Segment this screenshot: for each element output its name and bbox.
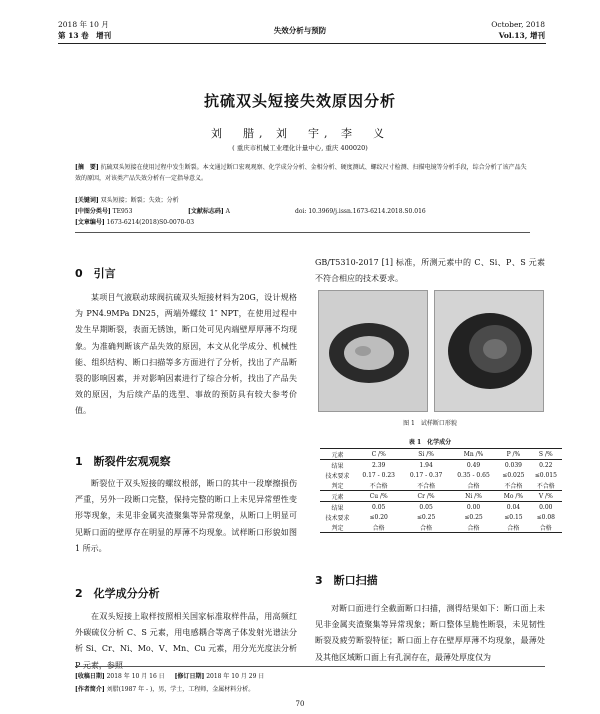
clc-value: TE953 [112,208,133,215]
table-row [320,522,562,533]
header-date-cn: 2018 年 10 月 [58,20,109,29]
table-row [320,480,562,491]
table-cell: 合格 [530,522,562,533]
table-cell: 判定 [320,480,355,491]
received-date [75,671,264,680]
doi-value: 10.3969/j.issn.1673-6214.2018.S0.016 [308,208,426,215]
abstract-label: [摘 要] [75,164,99,171]
table-cell: 合格 [355,522,402,533]
keywords-text: 双头短接；断裂；失效；分析 [100,197,179,204]
table-header-row-1 [320,449,562,460]
table-cell: ≤0.20 [369,513,388,521]
doc-code-value: A [225,208,230,215]
fracture-photo-left [318,290,428,412]
section-macro-text: 断裂位于双头短接的螺纹根部，断口的其中一段摩擦损伤严重，另外一段断口完整，保持完整的断口上未见异常塑性变形等现象，未见非金属夹渣聚集等异常现象，从断口上明显可见断口面的壁厚存在明显的厚薄不均现象。试样断口形貌如图 1 所示。 [75,479,297,553]
article-no-label: [文章编号] [75,219,105,226]
section-chem-heading: 2 化学成分分析 [75,587,160,600]
abstract-text: 抗硫双头短接在使用过程中发生断裂。本文通过断口宏观观察、化学成分分析、金相分析、硬度测试、螺纹尺寸检测、扫描电镜等分析手段，综合分析了该产品失效的原因，对该类产品失效分析有一定指导意义。 [75,164,527,182]
table-cell: 技术要求 [325,472,350,480]
revised-label: [修订日期] [174,673,205,680]
table-cell: 不合格 [530,480,562,491]
table-cell: 0.00 [539,503,553,511]
table-cell: C /% [355,449,402,460]
table-cell: 0.05 [372,503,386,511]
doi [295,207,426,217]
clc-number [75,207,132,217]
table-cell: 0.17 - 0.23 [362,471,395,479]
table-cell: 0.22 [539,461,553,469]
table-cell: 技术要求 [325,514,350,522]
author-label: [作者简介] [75,686,105,693]
figure1-caption: 图 1 试样断口形貌 [403,420,457,427]
fracture-photo-right [434,290,544,412]
table-cell: P /% [497,449,529,460]
table-cell: 元素 [320,491,355,502]
table-row [320,512,562,522]
header-volume-en: Vol.13, 增刊 [498,31,545,40]
article-no-value: 1673-6214(2018)S0-0070-03 [106,219,195,226]
table-cell: 2.39 [372,461,386,469]
composition-table [320,448,562,533]
fracture-ring-left [319,291,427,411]
table-cell: ≤0.15 [504,513,523,521]
authors: 刘 腊, 刘 宇, 李 义 [211,127,389,140]
page-number: 70 [295,700,305,708]
table-cell: 不合格 [402,480,449,491]
doc-code-label: [文献标志码] [188,208,224,215]
table-cell: V /% [530,491,562,502]
table-cell: Si /% [402,449,449,460]
table-cell: 1.94 [419,461,433,469]
received-value: 2018 年 10 月 16 日 [106,673,165,680]
section-intro-heading: 0 引言 [75,267,116,280]
table-row [320,470,562,480]
footer-rule [75,666,545,667]
keywords [75,196,179,206]
received-label: [收稿日期] [75,673,105,680]
table-cell: 元素 [320,449,355,460]
table-cell: Cu /% [355,491,402,502]
table-cell: ≤0.025 [502,471,525,479]
section-macro-heading: 1 断裂件宏观观察 [75,455,171,468]
section-scan-heading: 3 断口扫描 [315,574,378,587]
section-chem-text: 在双头短接上取样按照相关国家标准取样件品，用高频红外碳硫仪分析 C、S 元素，用电感耦合等离子体发射光谱法分析 Si、Cr、Ni、Mo、V、Mn、Cu 元素，用分光光度法分析 [75,612,297,654]
table-cell: 合格 [402,522,449,533]
table-cell: Mo /% [497,491,529,502]
table-cell: Cr /% [402,491,449,502]
table-cell: ≤0.08 [536,513,555,521]
table-cell: 结果 [331,462,344,470]
table-cell: ≤0.25 [464,513,483,521]
table-cell: ≤0.015 [534,471,557,479]
keywords-label: [关键词] [75,197,99,204]
section-intro-text: 某项目气液联动球阀抗硫双头短接材料为20G，设计规格为 PN4.9MPa DN25，两端外螺纹 1″ NPT，在使用过程中发生早期断裂，表面无锈蚀，断口处可见内端壁厚厚薄不均现象。为准确判断该产品失效的原因，本文从化学成分、机械性能、组织结构、断口扫描等多方面进行了分析，找出了产品断裂的影响因素，并对影响因素进行了综合分析，找出了产品失效的原因，为后续产品的选型、事故的预防具有较大参考价值。 [75,293,297,416]
table-cell: 0.35 - 0.65 [457,471,490,479]
affiliation: ( 重庆市机械工业理化计量中心, 重庆 400020) [232,144,368,152]
table-cell: 不合格 [497,480,529,491]
table-cell: 0.00 [466,503,481,511]
table-row [320,460,562,471]
table-cell: 不合格 [355,480,402,491]
table-cell: Mn /% [450,449,497,460]
doc-code [188,207,230,217]
table-cell: S /% [530,449,562,460]
header-section: 失效分析与预防 [273,26,327,35]
author-bio [75,684,254,693]
paper-title: 抗硫双头短接失效原因分析 [203,92,396,110]
table-cell: 合格 [450,480,497,491]
abstract [75,162,530,184]
table1-title: 表 1 化学成分 [408,439,452,446]
section-scan-text: 对断口面进行全截面断口扫描，测得结果如下：断口面上未见非金属夹渣聚集等异常现象；断口整体呈脆性断裂，未见韧性断裂及疲劳断裂特征；断口面上存在壁厚厚薄不均现象，最薄处及其他区域断口面上有孔洞存在，最薄处厚度仅为 [315,604,545,662]
header-date-en: October, 2018 [491,20,545,29]
header-volume-cn: 第 13 卷 增刊 [58,31,112,40]
table-cell: 合格 [450,522,497,533]
table-cell: 合格 [497,522,529,533]
table-cell: ≤0.25 [416,513,436,521]
table-cell: 结果 [331,504,344,512]
fracture-ring-right [435,291,543,411]
header-rule [58,43,546,44]
article-number [75,218,194,228]
author-value: 刘腊(1987 年 - )，男，学士，工程师，金属材料分析。 [106,686,255,693]
revised-value: 2018 年 10 月 29 日 [206,673,265,680]
table-cell: 0.05 [419,503,433,511]
table-cell: 0.49 [466,461,481,469]
table-cell: 0.04 [506,503,521,511]
clc-label: [中图分类号] [75,208,111,215]
table-cell: 0.039 [504,461,522,469]
doi-label: doi: [295,208,307,215]
table-cell: 判定 [320,522,355,533]
table-cell: 0.17 - 0.37 [409,471,443,479]
table-row [320,502,562,513]
section-chem-continued: GB/T5310-2017 [1] 标准，所测元素中的 C、Si、P、S 元素不符合相应的技术要求。 [315,258,545,284]
table-header-row-2 [320,491,562,502]
table-cell: Ni /% [450,491,497,502]
abstract-rule [75,232,530,233]
